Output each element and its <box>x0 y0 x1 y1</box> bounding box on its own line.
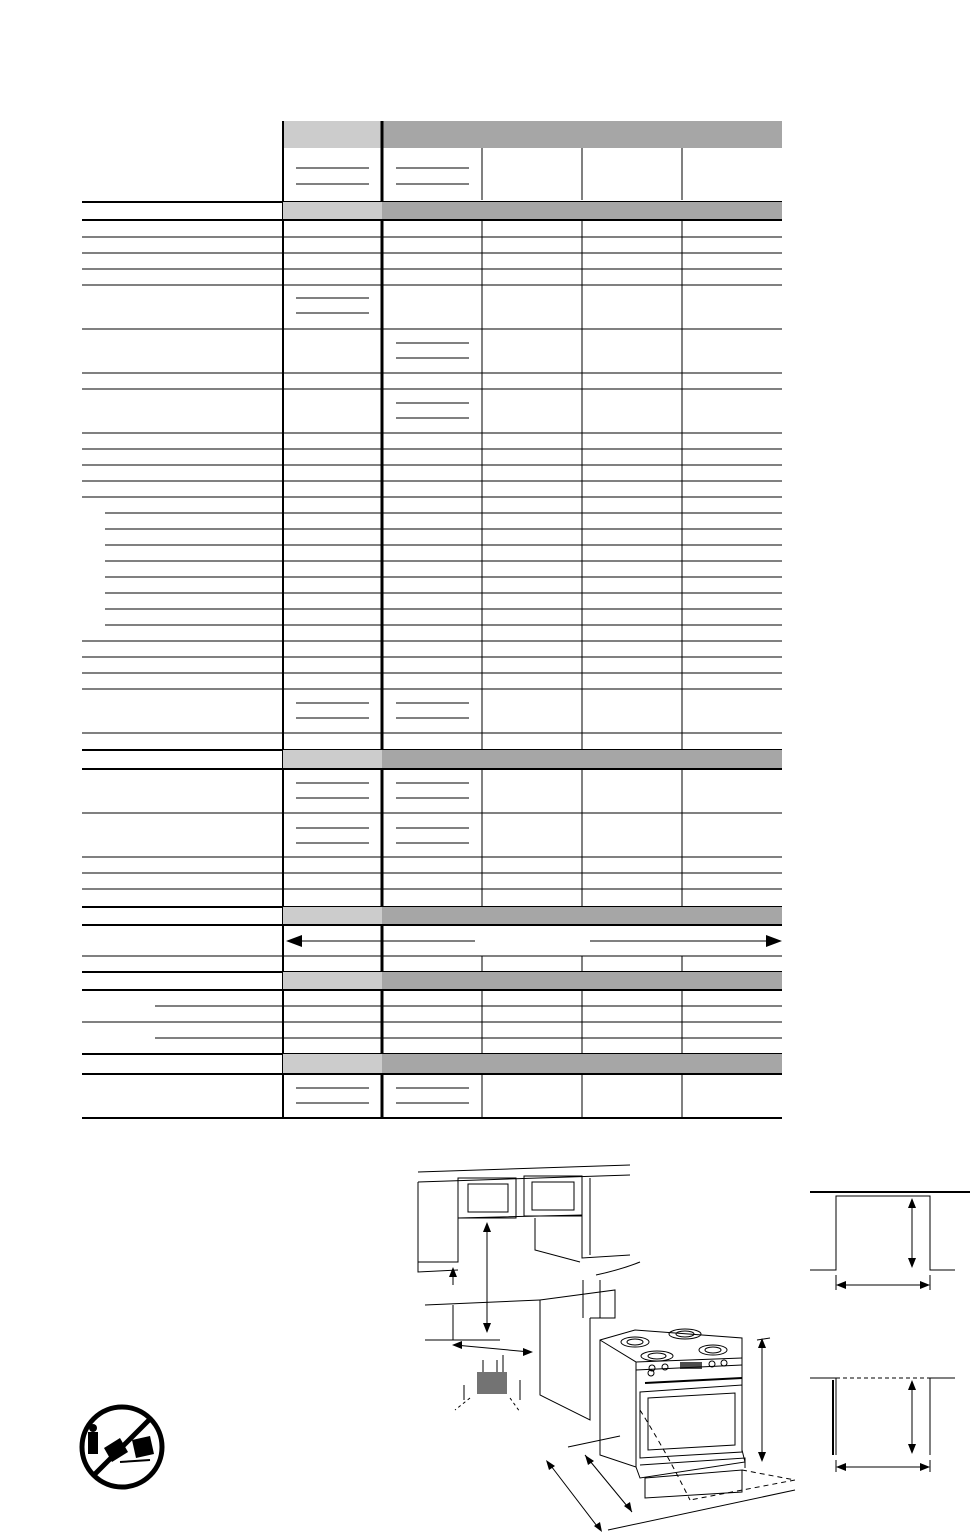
column-group-header-1 <box>283 121 382 148</box>
table-rows-section-2 <box>82 769 782 907</box>
range-appliance <box>600 1329 795 1500</box>
section-band-3b <box>382 907 782 925</box>
section-band-4a <box>283 972 382 990</box>
cabinet-clearance-dimension <box>449 1222 491 1340</box>
no-tip-over-warning-icon <box>82 1407 162 1487</box>
countertop-side <box>425 1262 640 1420</box>
cabinet-opening-icon <box>810 1196 955 1270</box>
section-band-1a <box>283 202 382 220</box>
table-rows-section-5 <box>296 1074 682 1118</box>
table-rows-section-1 <box>82 220 782 750</box>
section-band-3a <box>283 907 382 925</box>
countertop-cutout-detail <box>810 1192 970 1290</box>
flush-cutout-detail <box>810 1378 955 1472</box>
section-band-5a <box>283 1054 382 1074</box>
range-footprint-dimensions <box>546 1436 795 1532</box>
section-band-2a <box>283 750 382 769</box>
electric-range-icon <box>600 1330 745 1478</box>
column-group-header-2 <box>382 121 782 148</box>
spanning-arrow <box>286 935 782 947</box>
upper-cabinets <box>418 1165 630 1272</box>
section-band-4b <box>382 972 782 990</box>
electrical-outlet-area <box>455 1355 520 1412</box>
section-band-2b <box>382 750 782 769</box>
section-band-1b <box>382 202 782 220</box>
table-rows-section-4 <box>82 990 782 1054</box>
section-band-5b <box>382 1054 782 1074</box>
range-height-dimension <box>757 1338 770 1462</box>
